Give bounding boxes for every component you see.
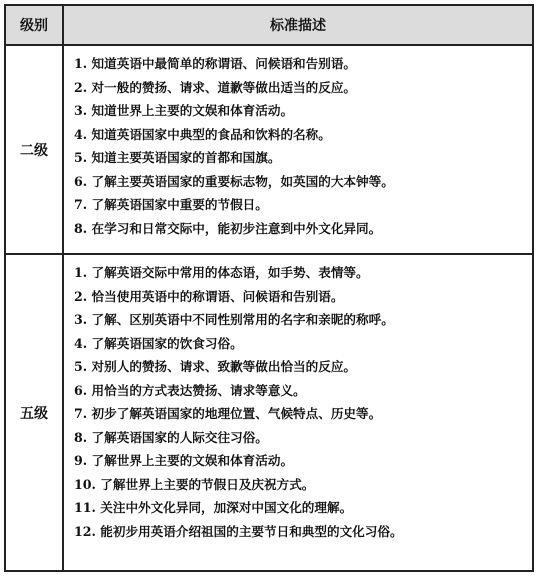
list-item: 2. 对一般的赞扬、请求、道歉等做出适当的反应。 (74, 79, 357, 95)
level-label: 五级 (5, 254, 63, 571)
list-item: 3. 知道世界上主要的文娱和体育活动。 (74, 103, 294, 118)
description-cell (63, 254, 533, 571)
section-row-level-2 (5, 45, 533, 254)
list-item: 12. 能初步用英语介绍祖国的主要节日和典型的文化习俗。 (74, 523, 403, 539)
header-description: 标准描述 (63, 5, 533, 45)
list-item: 1. 了解英语交际中常用的体态语，如手势、表情等。 (74, 265, 369, 280)
list-item: 5. 知道主要英语国家的首都和国旗。 (74, 150, 281, 165)
list-item: 7. 初步了解英语国家的地理位置、气候特点、历史等。 (74, 406, 382, 421)
list-item: 2. 恰当使用英语中的称谓语、问候语和告别语。 (74, 288, 344, 304)
list-item: 6. 了解主要英语国家的重要标志物，如英国的大本钟等。 (74, 173, 394, 189)
list-item: 5. 对别人的赞扬、请求、致歉等做出恰当的反应。 (74, 359, 357, 374)
header-level: 级别 (5, 5, 63, 45)
standards-table (4, 4, 534, 572)
header-row (5, 5, 533, 45)
list-item: 7. 了解英语国家中重要的节假日。 (74, 197, 268, 212)
description-cell (63, 45, 533, 254)
list-item: 8. 了解英语国家的人际交往习俗。 (74, 429, 268, 445)
list-item: 9. 了解世界上主要的文娱和体育活动。 (74, 453, 294, 468)
list-item: 4. 知道英语国家中典型的食品和饮料的名称。 (74, 126, 331, 142)
section-row-level-5 (5, 254, 533, 571)
list-item: 6. 用恰当的方式表达赞扬、请求等意义。 (74, 382, 306, 398)
list-item: 10. 了解世界上主要的节假日及庆祝方式。 (74, 476, 315, 492)
list-item: 8. 在学习和日常交际中，能初步注意到中外文化异同。 (74, 220, 382, 236)
list-item: 11. 关注中外文化异同，加深对中国文化的理解。 (74, 500, 353, 515)
list-item: 1. 知道英语中最简单的称谓语、问候语和告别语。 (74, 56, 357, 71)
level-label: 二级 (5, 45, 63, 254)
list-item: 3. 了解、区别英语中不同性别常用的名字和亲昵的称呼。 (74, 312, 394, 327)
list-item: 4. 了解英语国家的饮食习俗。 (74, 335, 243, 351)
